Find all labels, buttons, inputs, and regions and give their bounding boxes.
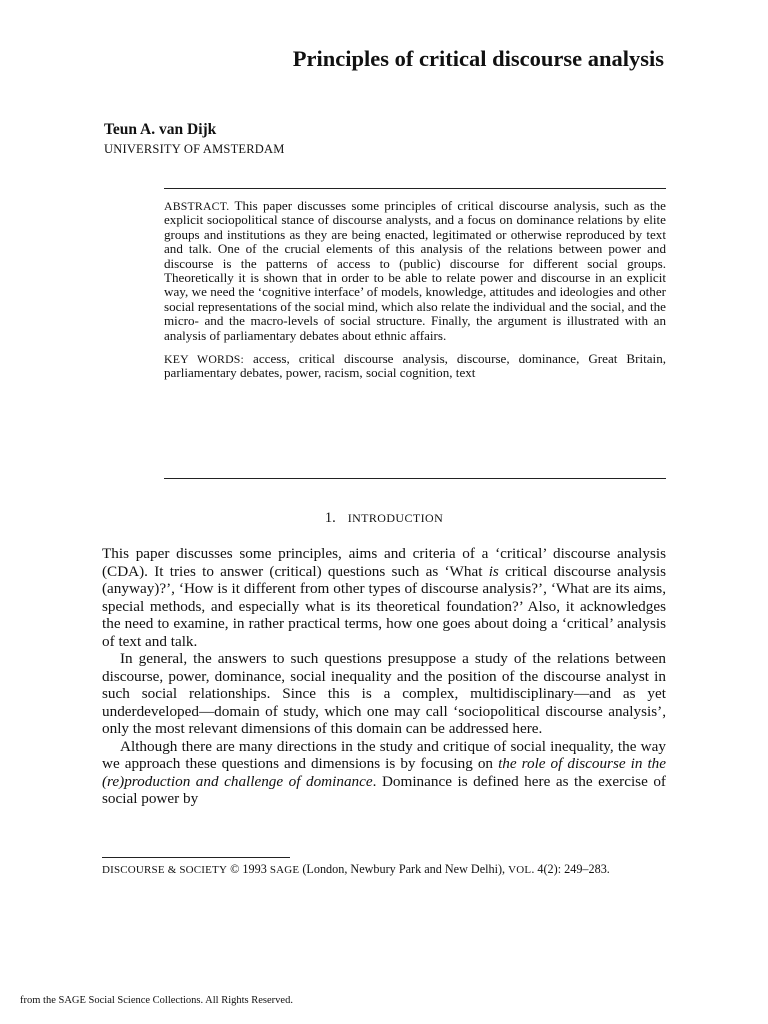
abstract-label: ABSTRACT.	[164, 199, 230, 213]
body-paragraph-3	[102, 738, 666, 808]
section-number: 1.	[324, 510, 336, 526]
section-title: INTRODUCTION	[347, 511, 444, 525]
body-text-run: . Dominance is defined here as the exercise of social power by	[102, 772, 666, 807]
keywords-paragraph	[164, 352, 666, 381]
volume-label: VOL	[508, 864, 532, 876]
rights-notice: from the SAGE Social Science Collections. All Rights Reserved.	[20, 995, 293, 1006]
footnote-rule	[102, 857, 290, 858]
publisher-place: (London, Newbury Park and New Delhi),	[299, 862, 509, 876]
author-name: Teun A. van Dijk	[104, 121, 217, 138]
author-affiliation: UNIVERSITY OF AMSTERDAM	[104, 142, 285, 156]
abstract-bottom-rule	[164, 478, 666, 479]
keywords-label: KEY WORDS:	[164, 352, 245, 367]
publisher-name: SAGE	[269, 864, 300, 876]
body-paragraph-2: In general, the answers to such questions presuppose a study of the relations between discourse, power, dominance, social inequality and the position of the discourse analyst in such social relationships. Since this is a complex, multidisciplinary—and as yet underdeveloped—domain of study, which one may call ‘sociopolitical discourse analysis’, only the most relevant dimensions of this domain can be addressed here.	[102, 650, 666, 737]
copyright-text: © 1993	[227, 862, 270, 876]
citation-footnote	[102, 862, 666, 877]
article-title: Principles of critical discourse analysis	[292, 46, 664, 71]
abstract-top-rule	[164, 188, 666, 189]
keywords-text: access, critical discourse analysis, discourse, dominance, Great Britain, parliamentary debates, power, racism, social cognition, text	[164, 351, 667, 381]
body-text-run: Although there are many directions in the study and critique of social inequality, the way we approach these questions and dimensions is by focusing on	[102, 737, 666, 772]
abstract-block	[164, 199, 666, 381]
body-text-run: This paper discusses some principles, aims and criteria of a ‘critical’ discourse analysis (CDA). It tries to answer (critical) questions such as ‘What	[102, 545, 666, 580]
body-text	[102, 545, 666, 808]
body-italic-run: the role of discourse in the (re)production and challenge of dominance	[102, 755, 667, 790]
volume-pages: . 4(2): 249–283.	[531, 862, 610, 876]
journal-name: DISCOURSE & SOCIETY	[102, 864, 228, 876]
abstract-text: This paper discusses some principles of critical discourse analysis, such as the explicit sociopolitical stance of discourse analysts, and a focus on dominance relations by elite groups and institutions as they are being enacted, legitimated or otherwise reproduced by text and talk. One of the crucial elements of this analysis of the relations between power and discourse is the patterns of access to (public) discourse for different social groups. Theoretically it is shown that in order to be able to relate power and discourse in an explicit way, we need the ‘cognitive interface’ of models, knowledge, attitudes and ideologies and other social representations of the social mind, which also relate the individual and the social, and the micro- and the macro-levels of social structure. Finally, the argument is illustrated with an analysis of parliamentary debates about ethnic affairs.	[164, 198, 666, 343]
abstract-paragraph	[164, 199, 666, 343]
body-italic-run: is	[488, 562, 499, 580]
body-paragraph-1	[102, 545, 666, 650]
body-text-run: critical discourse analysis (anyway)?’, ‘How is it different from other types of discourse analysis?’, ‘What are its aims, special methods, and especially what is its theoretical foundation?’ Also, it acknowledges the need to examine, in rather practical terms, how one goes about doing a ‘critical’ analysis of text and talk.	[102, 562, 666, 650]
section-heading	[0, 510, 768, 527]
